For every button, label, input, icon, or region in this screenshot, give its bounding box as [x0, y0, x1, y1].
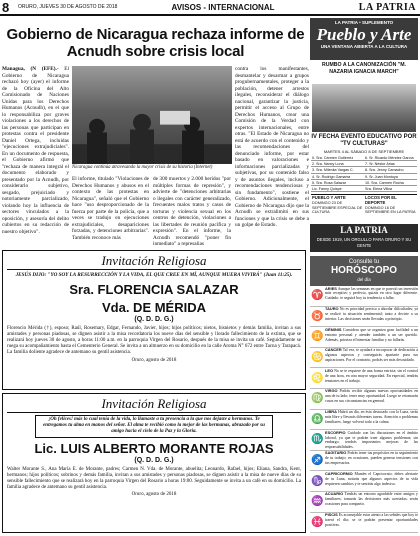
obituary-date: Oruro, agosto de 2018 — [131, 492, 177, 498]
horoscope-item — [310, 471, 418, 492]
horoscope-text — [325, 492, 418, 512]
sign-forecast: Tendrás un entorno agradable entre amigos y familiares; tomarás las decisiones más acertadas; serán ocasiones para compartir. — [325, 492, 418, 507]
horoscope-item — [310, 389, 418, 410]
pueblo-y-arte-banner — [310, 18, 418, 60]
page-number: 8 — [2, 0, 10, 15]
article-text-1: El Gobierno de Nicaragua rechazó hoy (ayer) el informe de la Oficina del Alto Comisionado de Naciones Unidas para los Derechos Humanos (Acnudh), en el que lo responsabiliza por graves violaciones a los derechos de las personas que participan en protestas contra el presidente Daniel Ortega, incluidas "ejecuciones extrajudiciales". En un documento de respuesta, el Gobierno afirmó que "rechaza de manera integral el documento elaborado y presentado por la Acnudh, por considerarlo subjetivo, sesgado, prejuiciado y notoriamente parcializado, violando hoy la influencia de sectores vinculados a la oposición, y asesoría del delito cubiertos en su redacción de nuestro objetivo". — [2, 66, 69, 235]
page-header — [0, 0, 420, 16]
article-column-3: de 300 muertos y 2.000 heridos "por múltiples formas de represión", y advierte de "detenciones arbitrarias o ilegales con carácter generalizado, frecuentes malos tratos y casos de torturas y violencia sexual en los centros de detención, violaciones a las libertades de reunión pacífica y expresión". En el informe, la Acnudh recomendó "poner fin inmediato" a represalias — [153, 176, 231, 246]
horoscope-item — [310, 513, 418, 534]
promo-text: DOMINGO 23 DE SEPTIEMBRE ESPECIAL DE CULTURA — [312, 200, 363, 215]
horoscope-item — [310, 492, 418, 513]
zodiac-leo-icon: ♌ — [311, 372, 324, 384]
sign-forecast: Aunque las semanas en que te pareció un inversión más receptivo y perfecto, quizás en otro lugar diferente. Cuidado: te seguirá hoy tu tendencia a fallar. — [325, 286, 418, 301]
news-article — [2, 20, 309, 246]
pueblo-y-arte-logo: Pueblo y Arte — [316, 25, 412, 44]
horoscope-item — [310, 451, 418, 472]
obituary-title: Invitación Religiosa — [7, 396, 301, 413]
horoscope-list — [310, 286, 418, 533]
table-cell: 5. Sra. Rosa Salazar — [312, 180, 347, 185]
table-cell: 10. Sra. Carmen Rocha — [365, 180, 404, 185]
zodiac-sagitario-icon: ♐ — [311, 455, 324, 467]
horoscope-item — [310, 410, 418, 431]
event-date: MARTES 4 AL SÁBADO 8 DE SEPTIEMBRE — [323, 149, 405, 154]
sign-name: ACUARIO — [325, 491, 344, 497]
zodiac-virgo-icon: ♍ — [311, 393, 324, 405]
supplement-promos — [311, 194, 417, 222]
horoscope-item — [310, 368, 418, 389]
article-body — [2, 66, 309, 246]
article-column-4: contra los manifestantes, desmantelar y desarmar a grupos progubernamentales, proteger a la población, detener arrestos ilegales, reconsiderar el diálogo nacional, garantizar la justicia, permitir el acceso al Grupo de Derechos Humanos, crear una Comisión de la Verdad con expertos internacionales, entre otras. "El Estado de Nicaragua no está de acuerdo con el contenido y las recomendaciones del denunciado informe, por estar basado en valoraciones e informaciones parcializadas y subjetivas, por su contenido falso y de asuntos ilegales, incluso a recomendaciones tendenciosas y sin fundamento", sostiene el Gobierno. Adicionalmente, el Gobierno de Nicaragua dijo que la Acnudh se extralimitó en sus funciones y que la crisis se debe a un golpe de Estado. — [235, 66, 309, 228]
sign-name: TAURO — [325, 306, 339, 312]
sign-forecast: No se te requiere de una forma estricta; sin el control de una hora, en otra mayor seguridad. En especial, tendrás tensiones en el trabajo. — [325, 368, 418, 383]
sign-name: LEO — [325, 368, 333, 373]
promo-title: PUEBLO Y ARTE — [312, 195, 346, 200]
rip-label: (Q. D. D. G.) — [134, 456, 174, 464]
table-cell: 7. Sr. Néstor Arias — [365, 162, 395, 167]
sign-forecast: Es aconsejable estar atento a las señales que hoy te traerá el día; se te podrán presentar oportunidades positivas. — [325, 513, 418, 527]
obituary-quote: JESÚS DIJO: "YO SOY LA RESURRECCIÓN Y LA VIDA, EL QUE CREE EN MÍ, AUNQUE MUERA VIVIRÁ" (Juan 11:25). — [15, 272, 293, 278]
horoscope-header — [310, 256, 418, 286]
horoscope-text — [325, 389, 418, 409]
zodiac-acuario-icon: ♒ — [311, 496, 324, 508]
sign-forecast: Considera que se organiza gran facilidad a un entorno personal y atender también a un ser querido. Además, prioriza el bienestar familiar y no fallarás. — [325, 327, 418, 342]
newspaper-name: LA PATRIA — [358, 1, 416, 13]
event-photo — [312, 84, 416, 132]
horoscope-text — [325, 471, 418, 491]
horoscope-section — [310, 256, 418, 536]
horoscope-title: HORÓSCOPO — [330, 265, 398, 276]
zodiac-capricornio-icon: ♑ — [311, 475, 324, 487]
obituary-title: Invitación Religiosa — [7, 253, 301, 270]
horoscope-text — [325, 430, 418, 450]
horoscope-item — [310, 286, 418, 307]
sign-forecast: Tal vez, te ayudará a incorporar de dedicación a algunos aspectos y conseguirás apartarte para tus aspiraciones. Por el contrario, podrás ser más descuidado. — [325, 348, 418, 363]
sign-name: ESCORPIO — [325, 430, 346, 435]
sign-name: ARIES — [325, 286, 337, 291]
sign-name: VIRGO — [325, 388, 338, 394]
la-patria-band — [310, 224, 418, 252]
sign-name: CAPRICORNIO — [325, 471, 353, 476]
article-byline: Managua, (N (EFE).- — [2, 66, 59, 72]
promo-locos-por-el-deporte — [364, 195, 417, 222]
promo-pueblo-y-arte — [311, 195, 364, 222]
sign-forecast: Cuidado con las discusiones en el ámbito laboral, ya que te podrán traer algunos problemas; sin embargo, tendrás importantes mejoras de las responsabilidades. — [325, 430, 418, 450]
obituary-florencia — [2, 250, 306, 390]
horoscope-item — [310, 307, 418, 328]
event-program-table — [311, 155, 417, 192]
sign-name: PISCIS — [325, 512, 338, 518]
event-title: IV FECHA EVENTO EDUCATIVO POR "TV CULTURAS" — [311, 134, 417, 147]
sign-forecast: Mantén el Capricornio; debes alertarte de tu Luna, notarás que algunos aspectos de tu vida requieren cambios y te sentirás algo indeciso. — [325, 471, 418, 486]
horoscope-text — [325, 410, 418, 430]
table-cell: II. Sra. Cármen Gutiérrez — [312, 156, 354, 160]
zodiac-géminis-icon: ♊ — [311, 331, 324, 343]
zodiac-escorpio-icon: ♏ — [311, 434, 324, 446]
supplement-tagline: UNA VENTANA ABIERTA A LA CULTURA — [320, 44, 408, 49]
zodiac-cáncer-icon: ♋ — [311, 352, 324, 364]
zodiac-tauro-icon: ♉ — [311, 310, 324, 322]
obituary-text: Walter Morante S., Ana María E. de Morante, padres; Carmen N. Vda. de Morante, abuelita; Leonardo, Rafael, hijos; Eliana, Sandra, Kent, hermanos; hijos políticos; sobrinos y demás familia, invitan a sus amistades y personas piadosas, se dignen asistir a la misa de nueve días de su sensible fallecimiento que se realizará hoy en la parroquia Virgen del Rosario a horas 19:00. Seguidamente se invita a un café en su domicilio. La familia agradece de antemano su gentil asistencia. — [7, 466, 301, 491]
deceased-name: Sra. FLORENCIA SALAZAR — [69, 281, 239, 297]
table-cell: 3. Sra. Milenka Vargas C. — [312, 168, 354, 173]
canonization-headline: RUMBO A LA CANONIZACIÓN "M. NAZARIA IGNACIA MARCH" — [321, 62, 406, 75]
sign-forecast: Podrás tener tus propósitos en tu seguimiento de tu trabajo; en ocasiones, pueden generar tensiones con tus empresarios. — [325, 451, 418, 466]
table-row — [311, 186, 417, 192]
article-column-2: El informe, titulado "Violaciones de Derechos Humanos y abusos en el contexto de las protestas en Nicaragua", señaló que el Gobierno hace "uso desproporcionado de la fuerza por parte de la policía, que a veces se tradujo en ejecuciones extrajudiciales, desapariciones forzadas, y detenciones arbitrarias". También reconoce más — [72, 176, 149, 241]
horoscope-text — [325, 307, 418, 327]
table-cell: 4. Sr. Rodrigo Gamarra — [312, 174, 351, 179]
table-cell: 9. Sr. Juan Montoya — [365, 174, 398, 179]
obituary-luis — [2, 393, 306, 533]
sign-forecast: Habrá un día, en ésta destacado con la Luna, serás más libre y llevarás diferentes tareas. Atención a problemas familiares; luego volverá todo a la calma. — [325, 410, 418, 424]
sign-forecast: Podrás recibir algunas nuevas oportunidades en una de tu lado; tener muy oportunidad. Luego se retomarán cosas en sus circunstancias en general. — [325, 389, 418, 404]
horoscope-text — [325, 451, 418, 471]
section-title: AVISOS - INTERNACIONAL — [171, 2, 275, 12]
issue-date: ORURO, JUEVES 30 DE AGOSTO DE 2018 — [18, 4, 118, 10]
horoscope-item — [310, 348, 418, 369]
sign-name: CÁNCER — [325, 347, 342, 353]
article-column-1 — [2, 66, 69, 246]
photo-caption: Nicaragua continúa atravesando la mayor crisis de su historia (Internet) — [72, 165, 213, 170]
rip-label: (Q. D. D. G.) — [134, 315, 174, 323]
right-column — [310, 18, 418, 536]
deceased-name: Lic. LUIS ALBERTO MORANTE ROJAS — [34, 440, 274, 456]
supplement-label: LA PATRIA • SUPLEMENTO — [334, 20, 394, 25]
horoscope-post: del día — [357, 277, 371, 282]
horoscope-text — [325, 286, 418, 306]
deceased-name-2: Vda. DE MÉRIDA — [101, 299, 206, 315]
zodiac-libra-icon: ♎ — [311, 413, 324, 425]
sign-name: LIBRA — [325, 409, 337, 415]
horoscope-text — [325, 368, 418, 388]
horoscope-text — [325, 327, 418, 347]
horoscope-item — [310, 430, 418, 451]
obituary-text: Florencio Mérida (†), esposo; Raúl, Rosemary, Edgar, Fernando, Javier, hijos; hijos políticos; nietos, bisnietos y demás familia, invitan a sus amistades y personas piadosas, se dignen asistir a la misa recordatoria los nueve días del sensible y llorado fallecimiento de la extinta, que se realizará hoy jueves 30 de agosto, a horas 11:00 a.m. en la parroquia Virgen del Rosario, después de la misa se invita un café. Seguidamente se ruega su acompañamiento hasta el Cementerio General. Se invita a un almuerzo en su domicilio en la calle Aroma N° 672 entre Tacna y Tarapacá. La familia doliente agradece de antemano su gentil asistencia. — [7, 325, 301, 356]
horoscope-pre: Consulte tu — [348, 259, 380, 265]
horoscope-text — [325, 513, 418, 533]
sign-forecast: No es prioridad preciso a abordar dificultades; ya se realizó tu situación sentimental; tanto a decirte a su interior. Las decisiones serán llevadas a principio. — [325, 307, 418, 321]
table-cell: 8. Sra. Jenny Camacho — [365, 168, 404, 173]
table-cell: Lic. Fanny Quispe — [312, 186, 342, 191]
horoscope-text — [325, 348, 418, 368]
zodiac-aries-icon: ♈ — [311, 290, 324, 302]
zodiac-piscis-icon: ♓ — [311, 516, 324, 528]
table-cell: 2. Sra. Nancy Luna — [312, 162, 344, 167]
crowd-illustration — [72, 105, 232, 164]
promo-title: LOCOS POR EL DEPORTE — [365, 195, 397, 205]
horoscope-item — [310, 327, 418, 348]
obituary-date: Oruro, agosto de 2018 — [131, 357, 177, 363]
article-headline: Gobierno de Nicaragua rechaza informe de Acnudh sobre crisis local — [6, 26, 305, 60]
sign-name: SAGITARIO — [325, 450, 347, 456]
table-cell: Sra. Elena Villca — [365, 186, 392, 191]
table-cell: 6. Sr. Ricardo Méndez García — [365, 156, 414, 160]
promo-text: DOMINGO 16 DE SEPTIEMBRE EN LA PATRIA — [365, 205, 416, 215]
band-subtitle: DESDE 1919, UN ORGULLO PARA ORURO Y SU GENTE — [316, 237, 412, 248]
sign-name: GÉMINIS — [325, 327, 342, 332]
article-photo — [72, 66, 232, 164]
band-title: LA PATRIA — [340, 225, 388, 235]
obituary-quote: ¡Oh felices! más lo cual tenía de la vida, lo llamaste a tu presencia a la que nos dejaste a hermanos. Te entregamos tu alma en manos del señor. El alma te recibió como la mejor de las hermanas, abrazado por su amigo hacia el cielo de la Paz y la Gloria. — [35, 415, 273, 438]
